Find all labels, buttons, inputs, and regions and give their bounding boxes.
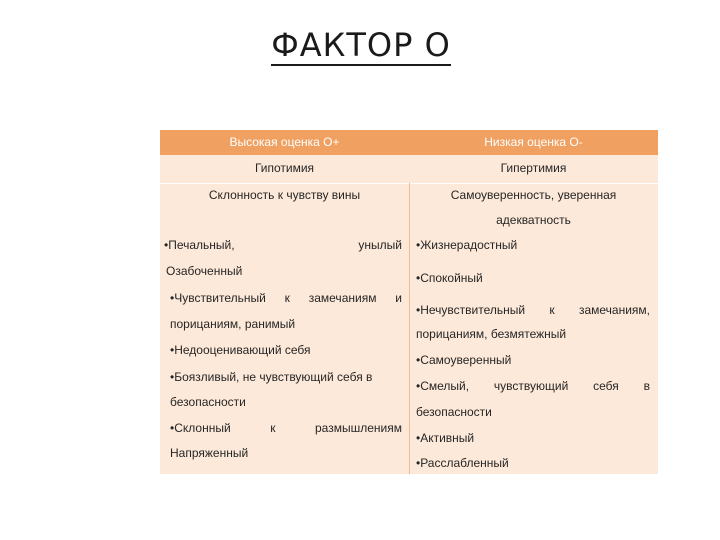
left-item-3c: замечаниям bbox=[308, 291, 377, 305]
header-low-score: Низкая оценка О- bbox=[484, 135, 583, 149]
left-item-4: порицаниям, ранимый bbox=[170, 317, 296, 331]
left-item-3b: к bbox=[284, 291, 290, 305]
left-item-1a: •Печальный, bbox=[164, 238, 235, 252]
factor-table bbox=[160, 130, 658, 474]
left-item-3d: и bbox=[395, 291, 402, 305]
subheader-hypotimia: Гипотимия bbox=[254, 161, 315, 175]
right-item-3b: к bbox=[549, 303, 555, 317]
list-item bbox=[416, 379, 650, 393]
left-item-8a: •Склонный bbox=[170, 421, 231, 435]
left-item-5: •Недооценивающий себя bbox=[170, 343, 311, 357]
left-item-3a: •Чувствительный bbox=[170, 291, 266, 305]
slide-title bbox=[0, 26, 720, 66]
slide-title-text: ФАКТОР О bbox=[271, 26, 451, 64]
right-item-6d: в bbox=[643, 379, 650, 393]
left-item-7: безопасности bbox=[170, 395, 246, 409]
right-item-7: безопасности bbox=[416, 405, 492, 419]
left-item-8c: размышлениям bbox=[315, 421, 402, 435]
left-item-2: Озабоченный bbox=[166, 264, 243, 278]
left-item-6: •Боязливый, не чувствующий себя в bbox=[170, 370, 373, 384]
right-item-6c: себя bbox=[593, 379, 619, 393]
list-item bbox=[416, 303, 650, 317]
right-item-1: •Жизнерадостный bbox=[416, 238, 518, 252]
right-item-4: порицаниям, безмятежный bbox=[416, 327, 567, 341]
right-item-3a: •Нечувствительный bbox=[416, 303, 526, 317]
left-item-9: Напряженный bbox=[170, 446, 249, 460]
subheader-hypertimia: Гипертимия bbox=[500, 161, 567, 175]
trait-high: Склонность к чувству вины bbox=[208, 188, 361, 202]
right-item-6a: •Смелый, bbox=[416, 379, 470, 393]
list-item bbox=[170, 421, 402, 435]
trait-low-line2: адекватность bbox=[496, 213, 571, 227]
right-item-8: •Активный bbox=[416, 431, 475, 445]
right-item-9: •Расслабленный bbox=[416, 456, 509, 470]
header-high-score: Высокая оценка О+ bbox=[229, 135, 340, 149]
right-item-5: •Самоуверенный bbox=[416, 353, 512, 367]
list-item bbox=[164, 238, 402, 252]
left-item-8b: к bbox=[270, 421, 276, 435]
table-header-row bbox=[160, 130, 658, 155]
left-item-1b: унылый bbox=[358, 238, 402, 252]
right-item-6b: чувствующий bbox=[493, 379, 569, 393]
list-item bbox=[170, 291, 402, 305]
subheader-row bbox=[160, 155, 658, 184]
right-item-3c: замечаниям, bbox=[578, 303, 650, 317]
trait-low-line1: Самоуверенность, уверенная bbox=[450, 188, 617, 202]
right-item-2: •Спокойный bbox=[416, 271, 483, 285]
